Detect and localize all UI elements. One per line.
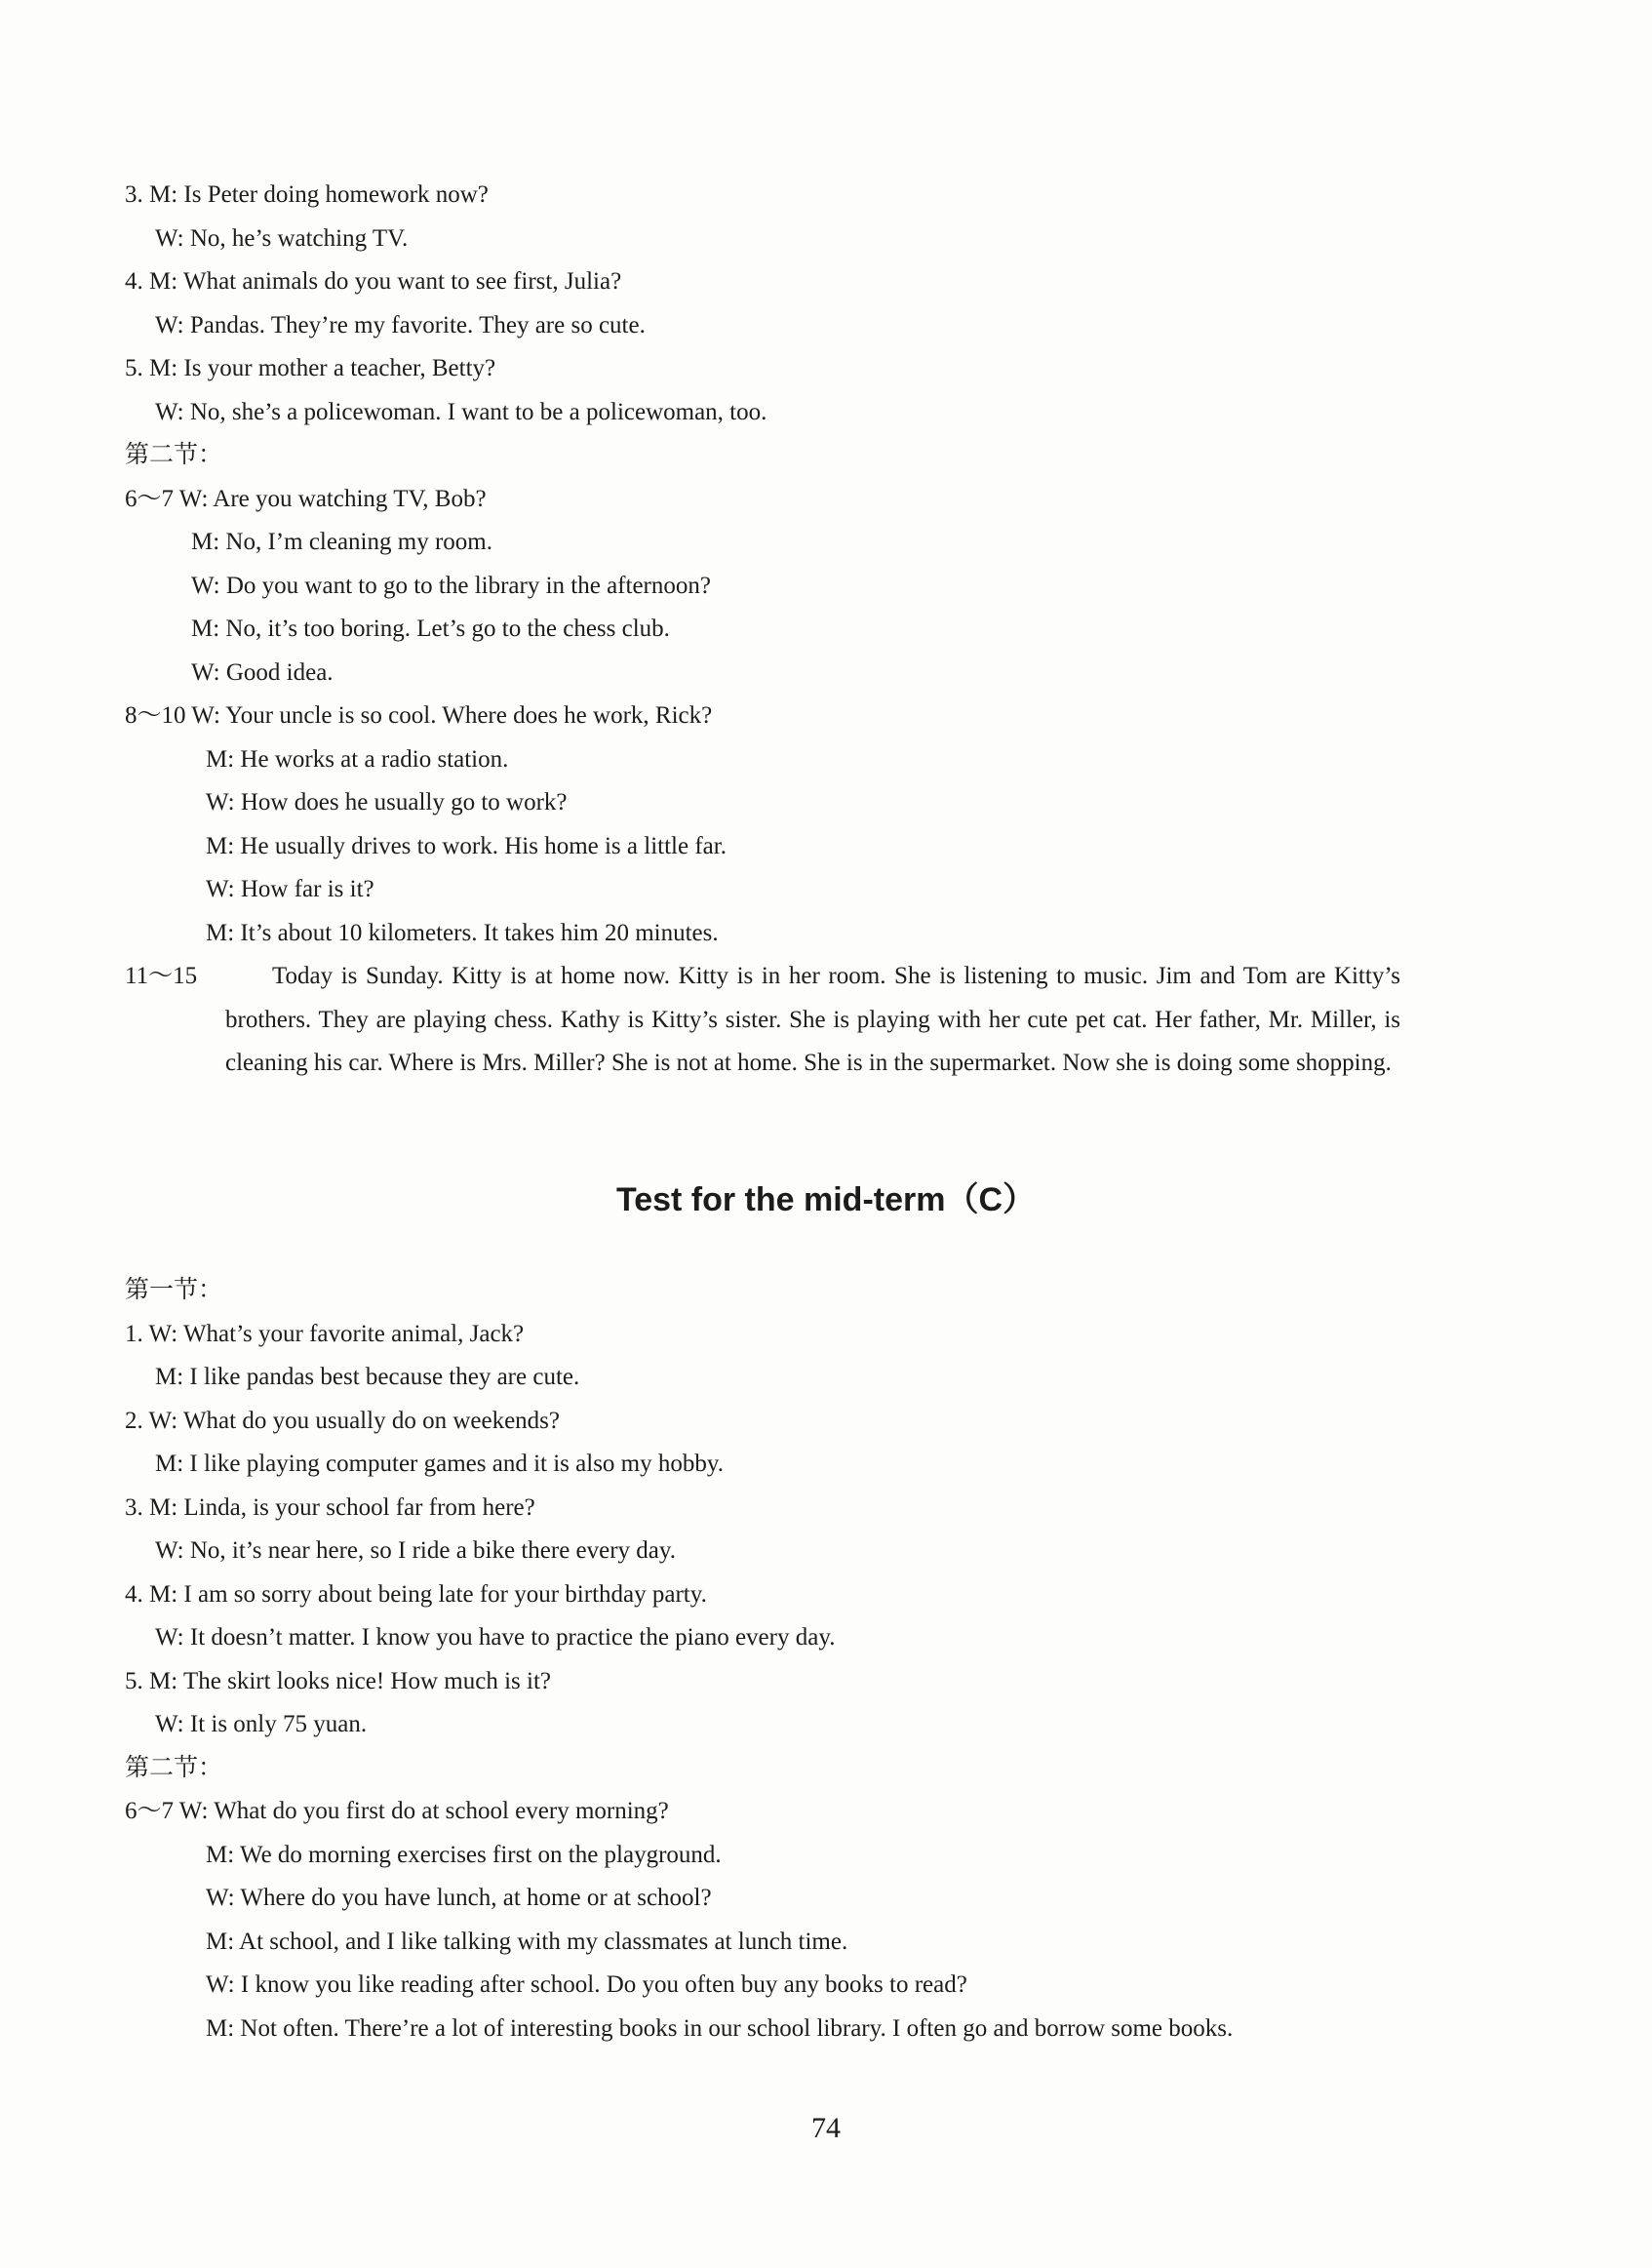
dialogue-line: 2. W: What do you usually do on weekends? [125,1408,560,1434]
dialogue-line: W: No, he’s watching TV. [155,225,409,252]
dialogue-line: W: Where do you have lunch, at home or at school? [206,1885,712,1911]
dialogue-line: M: I like pandas best because they are cute. [155,1364,580,1390]
dialogue-line: 4. M: I am so sorry about being late for your birthday party. [125,1581,707,1608]
dialogue-line: M: I like playing computer games and it is also my hobby. [155,1451,725,1477]
passage-text: Today is Sunday. Kitty is at home now. Kitty is in her room. She is listening to music. Jim and Tom are Kitty’s brothers. They are playing chess. Kathy is Kitty’s sister. She is playing with her cute pet cat. Her father, Mr. Miller, is cleaning his car. Where is Mrs. Miller? She is not at home. She is in the supermarket. Now she is doing some shopping. [225,963,1400,1076]
dialogue-line: 6～7 W: Are you watching TV, Bob? [125,486,487,512]
dialogue-line: M: No, I’m cleaning my room. [191,529,492,555]
dialogue-line: M: He usually drives to work. His home is a little far. [206,833,727,859]
dialogue-line: 6～7 W: What do you first do at school every morning? [125,1798,669,1824]
dialogue-line: M: At school, and I like talking with my classmates at lunch time. [206,1929,848,1955]
dialogue-line: M: Not often. There’re a lot of interesting books in our school library. I often go and borrow some books. [206,2015,1234,2042]
dialogue-line: W: Good idea. [191,659,334,686]
dialogue-line: 4. M: What animals do you want to see first, Julia? [125,268,622,295]
dialogue-line: 1. W: What’s your favorite animal, Jack? [125,1321,525,1347]
section-label: 第二节： [125,1755,223,1781]
test-title: Test for the mid-term（C） [615,1181,1037,1218]
dialogue-line: 3. M: Is Peter doing homework now? [125,181,489,208]
dialogue-line: W: It is only 75 yuan. [155,1711,368,1737]
dialogue-line: 5. M: Is your mother a teacher, Betty? [125,355,496,381]
section-label: 第二节： [125,442,223,468]
page-number: 74 [811,2112,841,2144]
dialogue-line: 5. M: The skirt looks nice! How much is it? [125,1668,551,1694]
dialogue-line: 8～10 W: Your uncle is so cool. Where does he work, Rick? [125,702,713,729]
dialogue-line: W: Pandas. They’re my favorite. They are so cute. [155,312,646,338]
dialogue-line: M: He works at a radio station. [206,746,509,773]
dialogue-line: M: No, it’s too boring. Let’s go to the chess club. [191,616,670,642]
dialogue-line: W: I know you like reading after school. Do you often buy any books to read? [206,1971,967,1998]
dialogue-line: W: It doesn’t matter. I know you have to practice the piano every day. [155,1624,836,1651]
dialogue-line: W: How far is it? [206,876,374,902]
dialogue-line: 3. M: Linda, is your school far from here? [125,1494,535,1521]
dialogue-line: W: No, she’s a policewoman. I want to be a policewoman, too. [155,399,767,425]
dialogue-line: W: No, it’s near here, so I ride a bike there every day. [155,1537,677,1564]
dialogue-line: M: It’s about 10 kilometers. It takes him 20 minutes. [206,920,719,946]
dialogue-line: M: We do morning exercises first on the playground. [206,1842,722,1868]
section-label: 第一节： [125,1277,223,1303]
passage-label: 11～15 [125,963,198,989]
dialogue-line: W: Do you want to go to the library in the afternoon? [191,573,711,599]
dialogue-line: W: How does he usually go to work? [206,789,568,816]
